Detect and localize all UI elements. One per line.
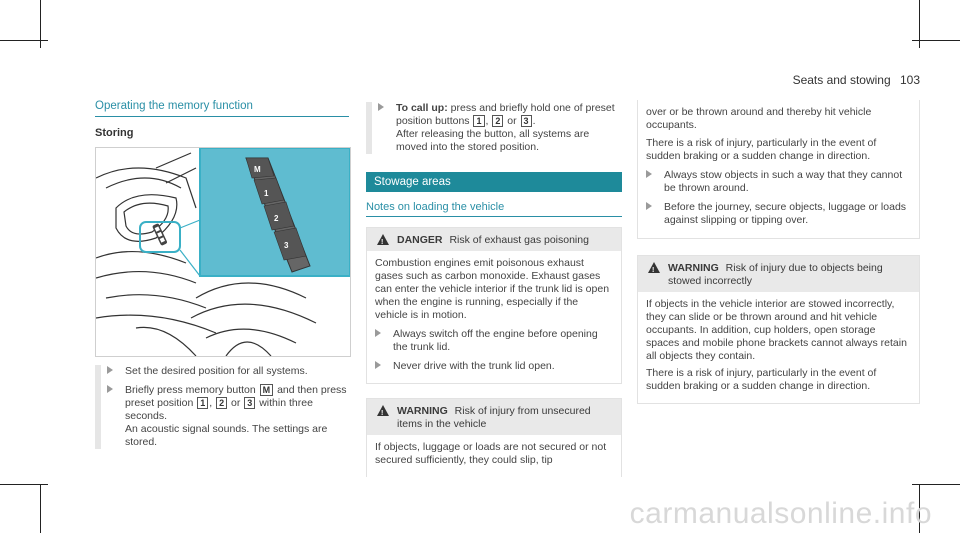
preset-button-1: 1 — [473, 115, 484, 127]
warning-text: There is a risk of injury, particularly in the event of sudden braking or a sudden change in direction. — [646, 367, 877, 392]
crop-mark — [912, 484, 960, 485]
bullet-item — [375, 328, 613, 354]
step-item — [107, 365, 349, 378]
button-label-3: 3 — [284, 241, 289, 250]
danger-title: Risk of exhaust gas poisoning — [449, 234, 589, 246]
danger-text: Combustion engines emit poisonous exhaust gases such as carbon monoxide. Exhaust gases can enter the vehicle interior if the trunk lid is open when the engine is running, especially if the vehicle is in motion. — [375, 257, 610, 321]
step-text-part: or — [507, 115, 517, 127]
sub-title: Storing — [95, 127, 134, 139]
danger-header — [367, 228, 621, 251]
warning-box — [637, 255, 920, 404]
comma: , — [485, 115, 489, 127]
step-text-part: An acoustic signal sounds. The settings are stored. — [125, 423, 328, 448]
recall-block — [366, 102, 622, 154]
warning-triangle-icon — [377, 234, 389, 245]
steps-block — [95, 365, 349, 449]
section-name: Seats and stowing — [792, 73, 891, 87]
button-label-m: M — [254, 165, 261, 174]
step-item — [107, 384, 349, 449]
arrow-icon — [646, 202, 652, 210]
warning-header — [638, 256, 919, 292]
column-1 — [95, 100, 349, 449]
notes-title: Notes on loading the vehicle — [366, 201, 622, 217]
page-header — [793, 73, 920, 87]
bullet-item — [646, 201, 911, 227]
warning-box-continued — [637, 100, 920, 239]
stowage-areas-heading: Stowage areas — [366, 172, 622, 192]
period: . — [532, 115, 536, 127]
warning-text: over or be thrown around and thereby hit vehicle occupants. — [646, 106, 872, 131]
step-text: Set the desired position for all systems. — [125, 365, 308, 377]
step-text-part: After releasing the button, all systems are moved into the stored position. — [396, 128, 590, 153]
crop-mark — [0, 40, 48, 41]
column-3 — [637, 100, 920, 404]
step-text — [125, 384, 349, 449]
bullet-text: Always switch off the engine before opening the trunk lid. — [393, 328, 598, 353]
step-text-part: Briefly press memory button — [125, 384, 256, 396]
column-2 — [366, 100, 622, 477]
step-text-part: press and briefly hold one of preset position buttons — [396, 102, 615, 127]
arrow-icon — [107, 385, 113, 393]
preset-button-1: 1 — [197, 397, 208, 409]
arrow-icon — [646, 170, 652, 178]
warning-box — [366, 398, 622, 477]
step-text — [396, 102, 622, 154]
warning-text: If objects, luggage or loads are not secured or not secured sufficiently, they could slip, tip — [375, 441, 607, 466]
step-text-part: and then press preset position — [125, 384, 347, 409]
comma: , — [209, 397, 213, 409]
bullet-item — [646, 169, 911, 195]
warning-title: Risk of injury due to objects being stowed incorrectly — [668, 262, 883, 287]
preset-button-2: 2 — [216, 397, 227, 409]
warning-body — [638, 292, 919, 403]
step-text-part: or — [231, 397, 241, 409]
button-label-1: 1 — [264, 189, 269, 198]
button-label-2: 2 — [274, 214, 279, 223]
door-panel-drawing — [96, 148, 350, 356]
danger-label: DANGER — [397, 234, 443, 246]
memory-button-m: M — [260, 384, 274, 396]
crop-mark — [40, 485, 41, 533]
crop-mark — [912, 40, 960, 41]
bullet-item — [375, 360, 613, 373]
danger-body — [367, 251, 621, 383]
arrow-icon — [375, 361, 381, 369]
step-item — [378, 102, 622, 154]
watermark: carmanualsonline.info — [629, 497, 932, 530]
arrow-icon — [107, 366, 113, 374]
page-number: 103 — [899, 73, 920, 87]
memory-buttons-illustration — [95, 147, 351, 357]
arrow-icon — [378, 103, 384, 111]
step-text-part: within three seconds. — [125, 397, 313, 422]
warning-label: WARNING — [668, 262, 719, 274]
bullet-text: Before the journey, secure objects, luggage or loads against slipping or tipping over. — [664, 201, 907, 226]
warning-triangle-icon — [377, 405, 389, 416]
warning-triangle-icon — [648, 262, 660, 273]
warning-title: Risk of injury from unsecured items in the vehicle — [397, 405, 591, 430]
warning-text: If objects in the vehicle interior are stowed incorrectly, they can slide or be thrown around and hit vehicle occupants. In addition, cup holders, open storage spaces and mobile phone brackets cannot always retain all objects they contain. — [646, 298, 907, 362]
recall-label: To call up: — [396, 102, 448, 114]
section-title: Operating the memory function — [95, 100, 349, 117]
crop-mark — [0, 484, 48, 485]
warning-label: WARNING — [397, 405, 448, 417]
bullet-text: Always stow objects in such a way that they cannot be thrown around. — [664, 169, 903, 194]
danger-box — [366, 227, 622, 384]
bullet-text: Never drive with the trunk lid open. — [393, 360, 555, 372]
preset-button-2: 2 — [492, 115, 503, 127]
warning-text: There is a risk of injury, particularly in the event of sudden braking or a sudden change in direction. — [646, 137, 877, 162]
warning-body — [638, 100, 919, 238]
preset-button-3: 3 — [521, 115, 532, 127]
warning-body — [367, 435, 621, 477]
warning-header — [367, 399, 621, 435]
preset-button-3: 3 — [244, 397, 255, 409]
arrow-icon — [375, 329, 381, 337]
